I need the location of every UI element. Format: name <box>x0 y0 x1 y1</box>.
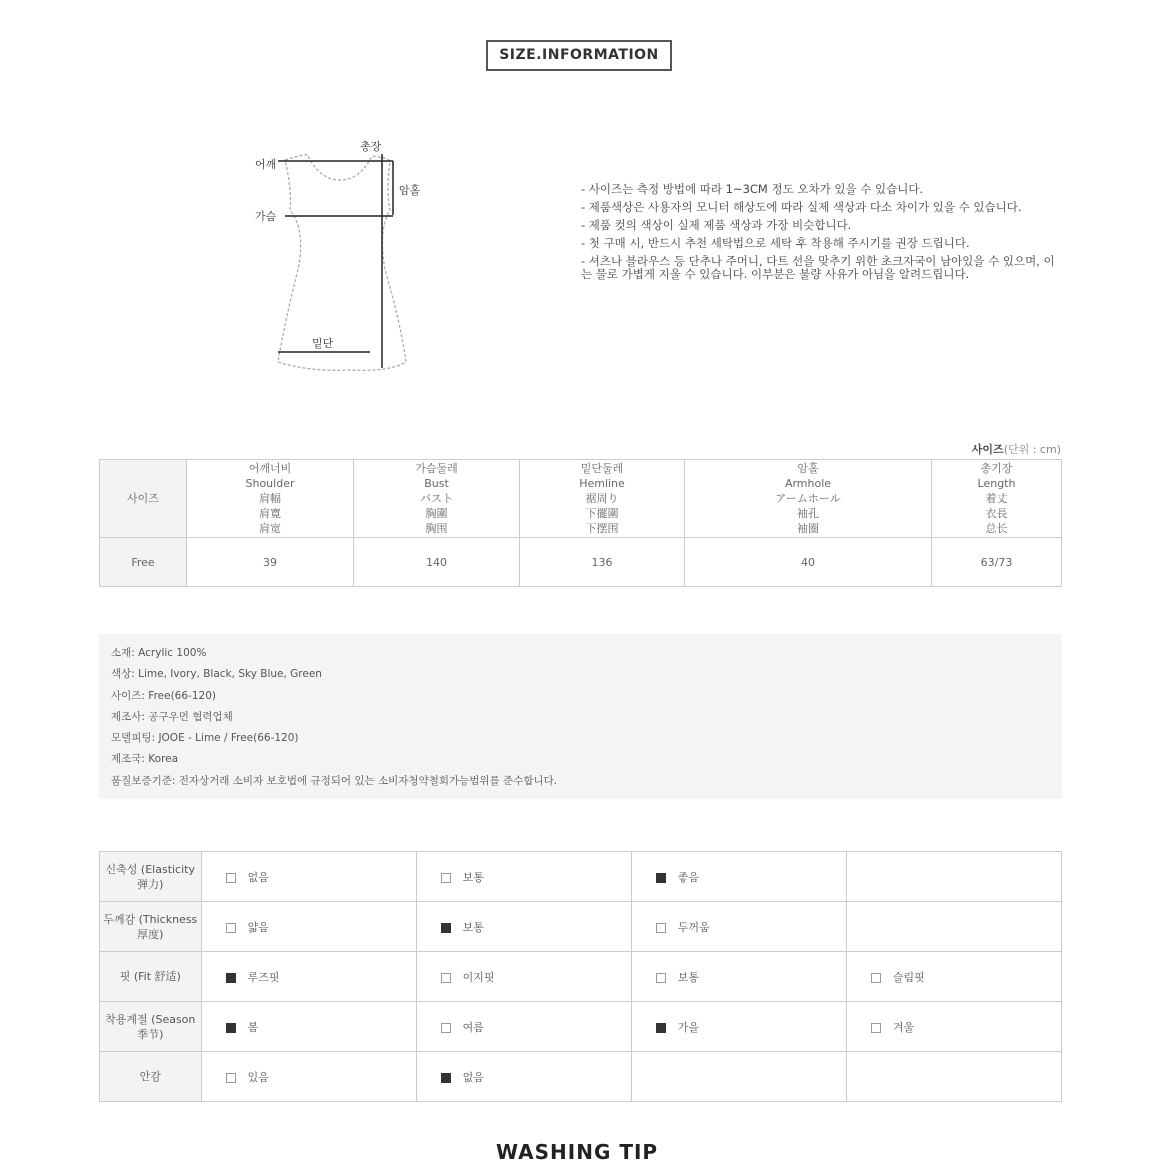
checkbox-empty-icon[interactable] <box>441 973 451 983</box>
header-line: 袖孔 <box>797 507 819 520</box>
header-line: 胸围 <box>425 522 448 535</box>
header-line: 下擺圍 <box>585 507 619 520</box>
chest-label: 가슴 <box>255 210 277 223</box>
info-line: 소재: Acrylic 100% <box>111 647 207 659</box>
armhole-header <box>685 460 932 538</box>
size-table-header-row <box>100 460 1062 538</box>
checkbox-checked-icon[interactable] <box>656 873 666 883</box>
product-info-box <box>99 634 1062 799</box>
value-cell: 136 <box>520 538 685 587</box>
header-line: Shoulder <box>245 477 295 490</box>
property-option[interactable] <box>416 1002 631 1052</box>
header-line: Bust <box>424 477 449 490</box>
header-line: 肩幅 <box>259 492 281 505</box>
option-label: 이지핏 <box>462 970 495 984</box>
length-header <box>932 460 1062 538</box>
property-option <box>631 1052 846 1102</box>
option-label: 가을 <box>677 1020 700 1034</box>
header-line: バスト <box>420 492 453 505</box>
property-option[interactable] <box>201 852 416 902</box>
size-notes <box>581 180 1061 281</box>
note-item: - 사이즈는 측정 방법에 따라 1~3CM 정도 오차가 있을 수 있습니다. <box>581 182 924 196</box>
checkbox-empty-icon[interactable] <box>871 1023 881 1033</box>
header-line: 肩寛 <box>259 507 281 520</box>
garment-diagram <box>240 130 440 380</box>
checkbox-checked-icon[interactable] <box>226 1023 236 1033</box>
checkbox-empty-icon[interactable] <box>441 1023 451 1033</box>
header-line: 下摆围 <box>585 522 619 535</box>
info-line: 색상: Lime, Ivory, Black, Sky Blue, Green <box>111 668 322 681</box>
checkbox-empty-icon[interactable] <box>871 973 881 983</box>
header-line: 衣長 <box>985 507 1008 520</box>
option-label: 겨울 <box>892 1020 915 1034</box>
property-row <box>100 952 1062 1002</box>
note-item: - 제품 컷의 색상이 실제 제품 색상과 가장 비슷합니다. <box>581 218 852 232</box>
header-line: 总长 <box>985 522 1008 535</box>
header-line: Armhole <box>784 477 832 490</box>
checkbox-empty-icon[interactable] <box>226 873 236 883</box>
option-label: 봄 <box>247 1020 259 1034</box>
property-option[interactable] <box>631 952 846 1002</box>
washing-tip-title: WASHING TIP <box>496 1140 659 1164</box>
option-label: 보통 <box>677 970 700 984</box>
header-line: 밑단둘레 <box>580 462 624 475</box>
property-option[interactable] <box>416 952 631 1002</box>
value-cell: 40 <box>685 538 932 587</box>
checkbox-checked-icon[interactable] <box>441 923 451 933</box>
length-label: 총장 <box>360 140 382 153</box>
checkbox-empty-icon[interactable] <box>441 873 451 883</box>
option-label: 슬림핏 <box>892 970 925 984</box>
property-option[interactable] <box>416 1052 631 1102</box>
option-label: 루즈핏 <box>247 970 280 984</box>
header-line: 袖圈 <box>797 522 819 535</box>
property-row <box>100 902 1062 952</box>
property-option <box>846 852 1061 902</box>
header-line: 암홀 <box>797 462 819 475</box>
note-item: - 셔츠나 블라우스 등 단추나 주머니, 다트 선을 맞추기 위한 초크자국이 남아있을 수 있으며, 이는 물로 가볍게 지울 수 있습니다. 이부분은 불량 사유가 아님을 알려드립니다. <box>581 254 1055 281</box>
value-cell: 39 <box>187 538 354 587</box>
property-table <box>99 851 1062 1102</box>
info-line: 제조사: 공구우먼 협력업체 <box>111 710 233 723</box>
property-option <box>846 902 1061 952</box>
size-table <box>99 459 1062 587</box>
option-label: 두꺼움 <box>677 920 710 934</box>
info-line: 모델피팅: JOOE - Lime / Free(66-120) <box>111 732 299 745</box>
property-label: 안감 <box>100 1052 202 1102</box>
property-row <box>100 1002 1062 1052</box>
property-option[interactable] <box>846 952 1061 1002</box>
header-line: アームホール <box>775 492 841 505</box>
property-option[interactable] <box>631 1002 846 1052</box>
header-line: 肩宽 <box>259 522 281 535</box>
header-line: Length <box>977 477 1016 490</box>
option-label: 있음 <box>247 1070 269 1084</box>
property-label: 착용계절 (Season 季节) <box>100 1002 202 1052</box>
checkbox-empty-icon[interactable] <box>226 1073 236 1083</box>
option-label: 여름 <box>462 1020 484 1034</box>
header-line: 裾周り <box>585 492 619 505</box>
value-cell: 63/73 <box>932 538 1062 587</box>
property-option <box>846 1052 1061 1102</box>
checkbox-checked-icon[interactable] <box>656 1023 666 1033</box>
header-line: 어깨너비 <box>248 462 292 475</box>
header-line: 胸圍 <box>425 507 448 520</box>
checkbox-checked-icon[interactable] <box>226 973 236 983</box>
header-line: 着丈 <box>985 492 1008 505</box>
property-label: 신축성 (Elasticity 弹力) <box>100 852 202 902</box>
option-label: 없음 <box>462 1070 484 1084</box>
checkbox-empty-icon[interactable] <box>226 923 236 933</box>
hem-label: 밑단 <box>312 337 334 350</box>
hemline-header <box>520 460 685 538</box>
header-line: Hemline <box>579 477 625 490</box>
property-option[interactable] <box>846 1002 1061 1052</box>
note-item: - 제품색상은 사용자의 모니터 해상도에 따라 실제 색상과 다소 차이가 있을 수 있습니다. <box>581 200 1022 214</box>
info-line: 품질보증기준: 전자상거래 소비자 보호법에 규정되어 있는 소비자청약철회가능범위를 준수합니다. <box>111 774 558 787</box>
property-label: 두께감 (Thickness 厚度) <box>100 902 202 952</box>
info-line: 제조국: Korea <box>111 753 179 766</box>
option-label: 없음 <box>247 870 269 884</box>
property-label: 핏 (Fit 舒适) <box>100 952 202 1002</box>
property-option[interactable] <box>201 1002 416 1052</box>
checkbox-empty-icon[interactable] <box>656 973 666 983</box>
info-line: 사이즈: Free(66-120) <box>111 689 216 702</box>
shoulder-label: 어깨 <box>255 158 277 171</box>
property-option[interactable] <box>416 852 631 902</box>
property-row <box>100 1052 1062 1102</box>
property-option[interactable] <box>201 952 416 1002</box>
checkbox-empty-icon[interactable] <box>656 923 666 933</box>
unit-note <box>972 441 1061 457</box>
option-label: 보통 <box>462 870 484 884</box>
checkbox-checked-icon[interactable] <box>441 1073 451 1083</box>
property-option[interactable] <box>631 902 846 952</box>
header-line: 총기장 <box>980 462 1013 475</box>
size-header: 사이즈 <box>100 460 187 538</box>
property-option[interactable] <box>201 1052 416 1102</box>
option-label: 좋음 <box>677 870 700 884</box>
property-option[interactable] <box>416 902 631 952</box>
note-item: - 첫 구매 시, 반드시 추천 세탁법으로 세탁 후 착용해 주시기를 권장 드립니다. <box>581 236 970 250</box>
value-cell: 140 <box>354 538 520 587</box>
option-label: 보통 <box>462 920 484 934</box>
property-option[interactable] <box>631 852 846 902</box>
property-option[interactable] <box>201 902 416 952</box>
unit-note-rest: (단위 : cm) <box>1003 443 1061 456</box>
bust-header <box>354 460 520 538</box>
unit-note-bold: 사이즈 <box>971 443 1004 456</box>
table-row <box>100 538 1062 587</box>
armhole-label: 암홀 <box>399 184 421 197</box>
option-label: 얇음 <box>247 920 269 934</box>
size-information-title: SIZE.INFORMATION <box>486 40 672 71</box>
shoulder-header <box>187 460 354 538</box>
property-row <box>100 852 1062 902</box>
header-line: 가슴둘레 <box>415 462 458 475</box>
size-cell: Free <box>100 538 187 587</box>
